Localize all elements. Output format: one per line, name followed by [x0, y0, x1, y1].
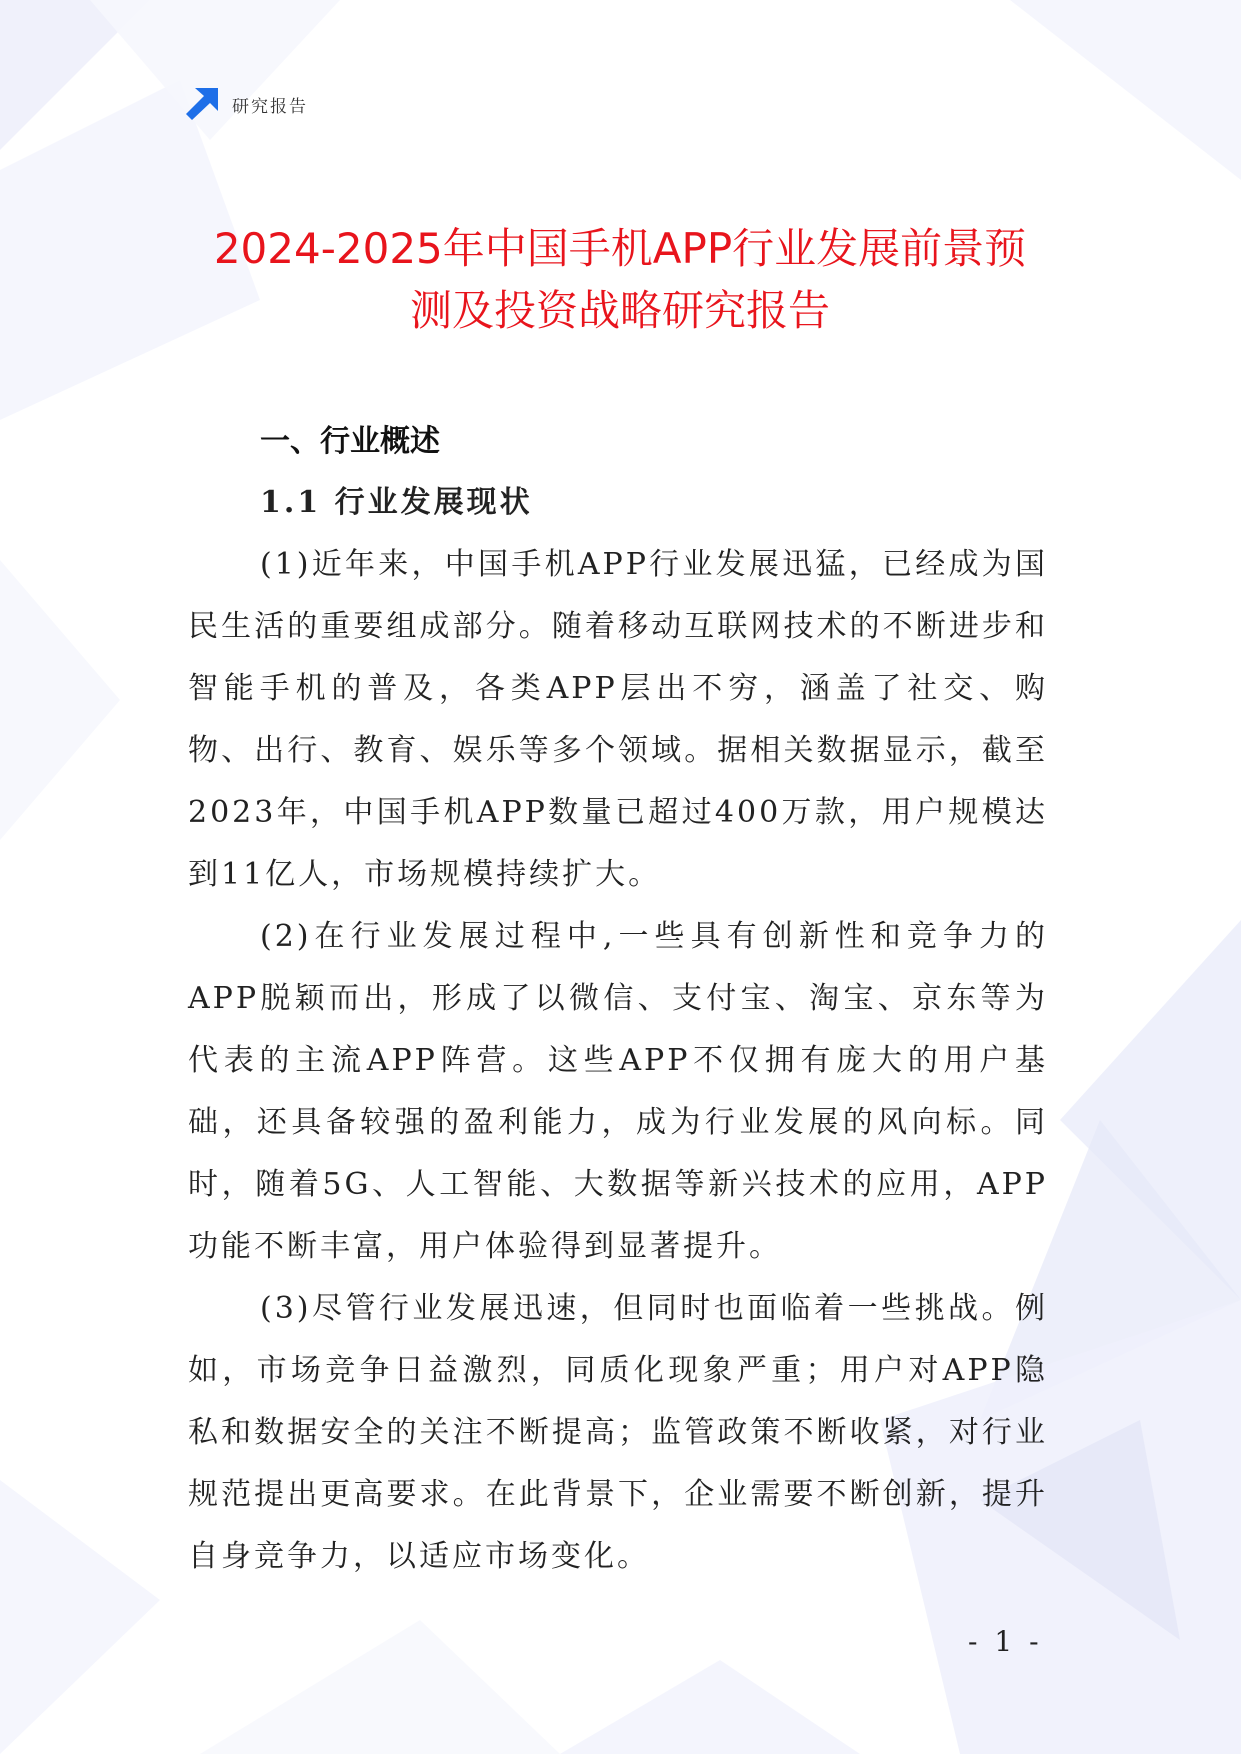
paragraph-2: (2)在行业发展过程中,一些具有创新性和竞争力的APP脱颖而出，形成了以微信、支付宝、淘宝、京东等为代表的主流APP阵营。这些APP不仅拥有庞大的用户基础，还具备较强的盈利能力，成为行业发展的风向标。同时，随着5G、人工智能、大数据等新兴技术的应用，APP功能不断丰富，用户体验得到显著提升。 — [188, 919, 1048, 1264]
title-line-1: 2024-2025年中国手机APP行业发展前景预 — [213, 224, 1027, 273]
document-body — [188, 412, 1048, 1588]
title-line-2: 测及投资战略研究报告 — [409, 286, 830, 335]
document-title — [140, 218, 1100, 342]
paragraph-1: (1)近年来，中国手机APP行业发展迅猛，已经成为国民生活的重要组成部分。随着移动互联网技术的不断进步和智能手机的普及，各类APP层出不穷，涵盖了社交、购物、出行、教育、娱乐等多个领域。据相关数据显示，截至2023年，中国手机APP数量已超过400万款，用户规模达到11亿人，市场规模持续扩大。 — [188, 547, 1048, 892]
page-number: - 1 - — [968, 1625, 1043, 1658]
subsection-heading: 1.1 行业发展现状 — [260, 485, 533, 520]
arrow-up-right-icon — [186, 88, 218, 120]
header-brand-label: 研究报告 — [232, 96, 308, 117]
paragraph-3: (3)尽管行业发展迅速，但同时也面临着一些挑战。例如，市场竞争日益激烈，同质化现象严重；用户对APP隐私和数据安全的关注不断提高；监管政策不断收紧，对行业规范提出更高要求。在此背景下，企业需要不断创新，提升自身竞争力，以适应市场变化。 — [188, 1291, 1048, 1574]
report-header — [186, 88, 308, 120]
section-heading: 一、行业概述 — [260, 424, 440, 459]
